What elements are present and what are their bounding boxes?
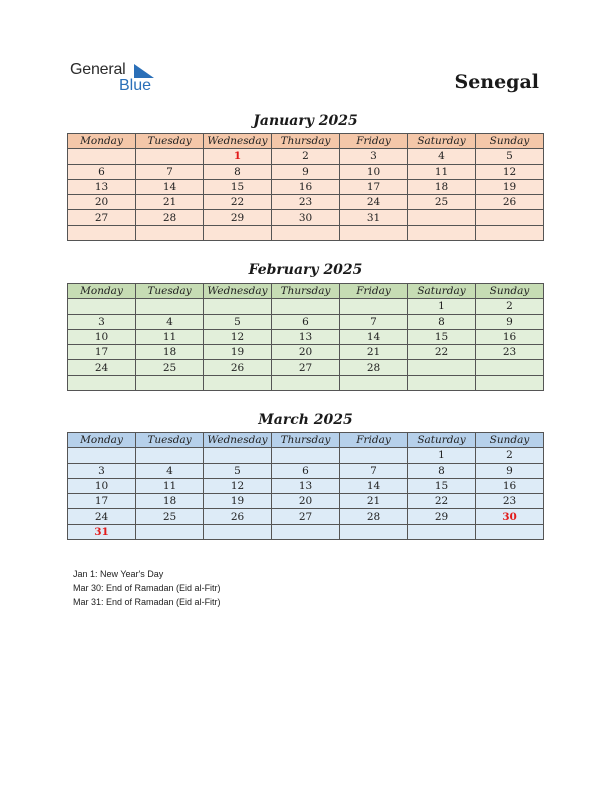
day-cell bbox=[136, 149, 204, 164]
weekday-header: Monday bbox=[68, 134, 136, 149]
day-cell: 5 bbox=[204, 463, 272, 478]
day-cell: 22 bbox=[408, 494, 476, 509]
weekday-header: Tuesday bbox=[136, 134, 204, 149]
day-cell: 7 bbox=[136, 164, 204, 179]
day-cell: 17 bbox=[68, 345, 136, 360]
day-cell: 7 bbox=[340, 314, 408, 329]
day-cell bbox=[68, 149, 136, 164]
weekday-header-row bbox=[68, 433, 544, 448]
holiday-item: Mar 30: End of Ramadan (Eid al-Fitr) bbox=[73, 583, 221, 593]
holiday-item: Jan 1: New Year's Day bbox=[73, 569, 164, 579]
day-cell: 21 bbox=[136, 195, 204, 210]
day-cell: 13 bbox=[68, 179, 136, 194]
day-cell: 25 bbox=[136, 360, 204, 375]
weekday-header: Friday bbox=[340, 134, 408, 149]
day-cell: 9 bbox=[272, 164, 340, 179]
week-row bbox=[68, 314, 544, 329]
day-cell: 16 bbox=[272, 179, 340, 194]
day-cell: 25 bbox=[136, 509, 204, 524]
day-cell: 5 bbox=[204, 314, 272, 329]
week-row bbox=[68, 149, 544, 164]
calendar-february bbox=[67, 283, 544, 391]
day-cell: 12 bbox=[204, 329, 272, 344]
weekday-header: Monday bbox=[68, 284, 136, 299]
day-cell bbox=[68, 225, 136, 240]
day-cell bbox=[204, 299, 272, 314]
day-cell: 21 bbox=[340, 345, 408, 360]
weekday-header: Sunday bbox=[476, 284, 544, 299]
day-cell: 24 bbox=[340, 195, 408, 210]
day-cell: 9 bbox=[476, 314, 544, 329]
week-row bbox=[68, 299, 544, 314]
day-cell: 31 bbox=[340, 210, 408, 225]
day-cell bbox=[272, 375, 340, 390]
day-cell bbox=[340, 225, 408, 240]
calendar-march bbox=[67, 432, 544, 540]
day-cell: 17 bbox=[68, 494, 136, 509]
day-cell: 16 bbox=[476, 329, 544, 344]
day-cell: 1 bbox=[408, 448, 476, 463]
week-row bbox=[68, 225, 544, 240]
day-cell bbox=[68, 375, 136, 390]
day-cell: 1 bbox=[408, 299, 476, 314]
week-row bbox=[68, 375, 544, 390]
day-cell: 3 bbox=[340, 149, 408, 164]
day-cell: 29 bbox=[408, 509, 476, 524]
month-title-march: March 2025 bbox=[258, 412, 353, 428]
day-cell: 6 bbox=[272, 463, 340, 478]
day-cell: 26 bbox=[204, 360, 272, 375]
day-cell bbox=[136, 448, 204, 463]
day-cell: 14 bbox=[136, 179, 204, 194]
day-cell: 13 bbox=[272, 329, 340, 344]
generalblue-logo bbox=[70, 61, 160, 97]
day-cell: 15 bbox=[408, 478, 476, 493]
holiday-item: Mar 31: End of Ramadan (Eid al-Fitr) bbox=[73, 597, 221, 607]
day-cell bbox=[476, 360, 544, 375]
week-row bbox=[68, 195, 544, 210]
day-cell: 14 bbox=[340, 329, 408, 344]
holiday-list bbox=[73, 567, 221, 609]
weekday-header: Monday bbox=[68, 433, 136, 448]
day-cell: 3 bbox=[68, 314, 136, 329]
day-cell bbox=[408, 524, 476, 539]
day-cell: 2 bbox=[476, 448, 544, 463]
day-cell: 2 bbox=[476, 299, 544, 314]
day-cell: 26 bbox=[476, 195, 544, 210]
logo-triangle-icon bbox=[134, 64, 154, 78]
holiday-day-cell: 1 bbox=[204, 149, 272, 164]
day-cell bbox=[68, 299, 136, 314]
day-cell: 16 bbox=[476, 478, 544, 493]
weekday-header: Thursday bbox=[272, 284, 340, 299]
day-cell: 14 bbox=[340, 478, 408, 493]
day-cell: 22 bbox=[204, 195, 272, 210]
day-cell: 22 bbox=[408, 345, 476, 360]
day-cell: 24 bbox=[68, 509, 136, 524]
day-cell: 10 bbox=[340, 164, 408, 179]
day-cell: 27 bbox=[68, 210, 136, 225]
weekday-header: Saturday bbox=[408, 284, 476, 299]
month-title-january: January 2025 bbox=[253, 113, 358, 129]
weekday-header: Friday bbox=[340, 284, 408, 299]
weekday-header: Wednesday bbox=[204, 433, 272, 448]
day-cell: 4 bbox=[136, 314, 204, 329]
day-cell: 26 bbox=[204, 509, 272, 524]
day-cell bbox=[272, 299, 340, 314]
day-cell: 2 bbox=[272, 149, 340, 164]
day-cell: 18 bbox=[136, 494, 204, 509]
day-cell bbox=[136, 524, 204, 539]
day-cell bbox=[408, 210, 476, 225]
weekday-header: Saturday bbox=[408, 433, 476, 448]
calendar-january bbox=[67, 133, 544, 241]
day-cell bbox=[68, 448, 136, 463]
weekday-header: Thursday bbox=[272, 134, 340, 149]
weekday-header: Tuesday bbox=[136, 284, 204, 299]
day-cell: 27 bbox=[272, 509, 340, 524]
day-cell bbox=[340, 299, 408, 314]
day-cell bbox=[272, 448, 340, 463]
day-cell bbox=[204, 375, 272, 390]
day-cell bbox=[340, 524, 408, 539]
day-cell: 27 bbox=[272, 360, 340, 375]
weekday-header: Sunday bbox=[476, 433, 544, 448]
weekday-header-row bbox=[68, 134, 544, 149]
day-cell: 6 bbox=[272, 314, 340, 329]
day-cell bbox=[204, 225, 272, 240]
weekday-header: Tuesday bbox=[136, 433, 204, 448]
day-cell: 19 bbox=[204, 345, 272, 360]
day-cell: 8 bbox=[408, 463, 476, 478]
week-row bbox=[68, 524, 544, 539]
day-cell bbox=[408, 360, 476, 375]
day-cell: 19 bbox=[476, 179, 544, 194]
day-cell: 17 bbox=[340, 179, 408, 194]
week-row bbox=[68, 179, 544, 194]
day-cell bbox=[136, 299, 204, 314]
day-cell: 15 bbox=[204, 179, 272, 194]
day-cell bbox=[340, 448, 408, 463]
day-cell bbox=[204, 524, 272, 539]
day-cell: 28 bbox=[340, 360, 408, 375]
day-cell bbox=[272, 225, 340, 240]
weekday-header-row bbox=[68, 284, 544, 299]
day-cell: 10 bbox=[68, 478, 136, 493]
day-cell: 20 bbox=[272, 345, 340, 360]
holiday-day-cell: 31 bbox=[68, 524, 136, 539]
week-row bbox=[68, 448, 544, 463]
weekday-header: Wednesday bbox=[204, 134, 272, 149]
logo-text-general: General bbox=[70, 61, 126, 78]
day-cell: 18 bbox=[136, 345, 204, 360]
day-cell bbox=[476, 524, 544, 539]
weekday-header: Saturday bbox=[408, 134, 476, 149]
week-row bbox=[68, 329, 544, 344]
day-cell: 11 bbox=[408, 164, 476, 179]
week-row bbox=[68, 164, 544, 179]
weekday-header: Sunday bbox=[476, 134, 544, 149]
weekday-header: Friday bbox=[340, 433, 408, 448]
week-row bbox=[68, 463, 544, 478]
week-row bbox=[68, 478, 544, 493]
holiday-day-cell: 30 bbox=[476, 509, 544, 524]
day-cell: 6 bbox=[68, 164, 136, 179]
day-cell: 5 bbox=[476, 149, 544, 164]
day-cell: 25 bbox=[408, 195, 476, 210]
day-cell: 23 bbox=[476, 345, 544, 360]
day-cell bbox=[408, 225, 476, 240]
day-cell: 23 bbox=[476, 494, 544, 509]
day-cell bbox=[408, 375, 476, 390]
day-cell: 12 bbox=[476, 164, 544, 179]
day-cell: 7 bbox=[340, 463, 408, 478]
day-cell bbox=[272, 524, 340, 539]
logo-text-blue: Blue bbox=[119, 77, 152, 94]
day-cell: 15 bbox=[408, 329, 476, 344]
day-cell bbox=[340, 375, 408, 390]
day-cell: 8 bbox=[408, 314, 476, 329]
day-cell bbox=[204, 448, 272, 463]
day-cell: 20 bbox=[272, 494, 340, 509]
month-title-february: February 2025 bbox=[248, 262, 363, 278]
day-cell: 9 bbox=[476, 463, 544, 478]
day-cell: 29 bbox=[204, 210, 272, 225]
week-row bbox=[68, 509, 544, 524]
day-cell: 12 bbox=[204, 478, 272, 493]
day-cell: 30 bbox=[272, 210, 340, 225]
day-cell bbox=[136, 375, 204, 390]
day-cell bbox=[476, 375, 544, 390]
day-cell: 4 bbox=[136, 463, 204, 478]
week-row bbox=[68, 345, 544, 360]
week-row bbox=[68, 210, 544, 225]
day-cell: 10 bbox=[68, 329, 136, 344]
day-cell: 24 bbox=[68, 360, 136, 375]
country-title: Senegal bbox=[454, 71, 539, 93]
day-cell bbox=[476, 210, 544, 225]
day-cell bbox=[136, 225, 204, 240]
day-cell: 20 bbox=[68, 195, 136, 210]
day-cell: 19 bbox=[204, 494, 272, 509]
day-cell: 11 bbox=[136, 478, 204, 493]
day-cell: 4 bbox=[408, 149, 476, 164]
weekday-header: Wednesday bbox=[204, 284, 272, 299]
day-cell: 18 bbox=[408, 179, 476, 194]
day-cell: 23 bbox=[272, 195, 340, 210]
day-cell: 11 bbox=[136, 329, 204, 344]
day-cell: 8 bbox=[204, 164, 272, 179]
day-cell: 3 bbox=[68, 463, 136, 478]
day-cell: 21 bbox=[340, 494, 408, 509]
day-cell bbox=[476, 225, 544, 240]
week-row bbox=[68, 360, 544, 375]
day-cell: 28 bbox=[136, 210, 204, 225]
weekday-header: Thursday bbox=[272, 433, 340, 448]
week-row bbox=[68, 494, 544, 509]
day-cell: 13 bbox=[272, 478, 340, 493]
day-cell: 28 bbox=[340, 509, 408, 524]
